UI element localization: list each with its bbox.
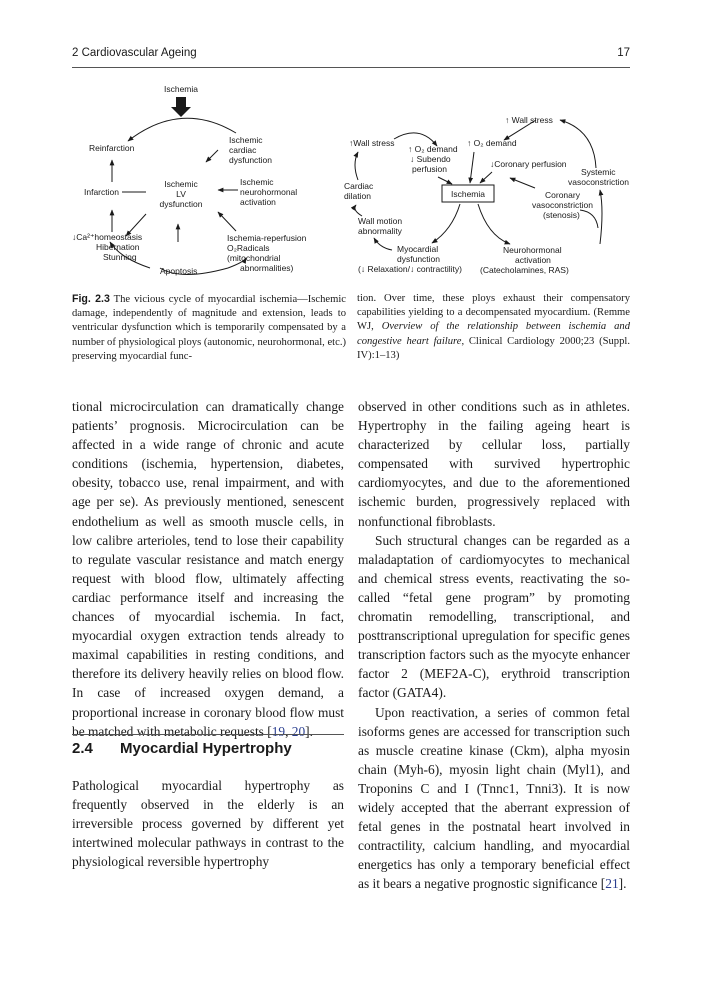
arrow-reperf-to-lv (218, 212, 236, 231)
left-column-lower (72, 776, 344, 871)
left-paragraph-1 (72, 397, 344, 741)
label-neurohormonal-2: activation (515, 255, 551, 265)
label-wall-motion-1: Wall motion (358, 216, 403, 226)
section-number: 2.4 (72, 740, 93, 757)
label-ischemia: Ischemia (163, 84, 199, 94)
label-coronary-vaso-2: vasoconstriction (532, 200, 593, 210)
running-header-section: 2 Cardiovascular Ageing (72, 47, 197, 59)
citation-separator: , (285, 723, 292, 739)
figure-label: Fig. 2.3 (72, 293, 110, 305)
label-neurohormonal-3: (Catecholamines, RAS) (480, 265, 569, 275)
label-reinfarction: Reinfarction (89, 143, 135, 153)
label-myocardial-1: Myocardial (397, 244, 439, 254)
label-hibernation: Hibernation (96, 242, 140, 252)
label-reperf-2: O₂Radicals (227, 243, 270, 253)
figure-2-3 (0, 0, 701, 290)
figure-caption-right (357, 292, 630, 363)
arrow-coronary-perf-to-ischemia (480, 172, 492, 183)
arrow-vaso-to-perfusion (510, 178, 535, 188)
page-number: 17 (617, 47, 630, 59)
label-infarction: Infarction (84, 187, 119, 197)
caption-text-right-1: tion. Over time, these ploys exhaust their compensatory capabilities yielding to a decompensated myocardium. (Remme WJ, (357, 293, 630, 333)
caption-reference-title: Overview of the relationship between ischemia and congestive heart failure (357, 321, 630, 347)
label-reperf-4: abnormalities) (240, 263, 294, 273)
arrow-dilation-to-wallstress (355, 152, 358, 180)
label-ischemic-lv-3: dysfunction (159, 199, 203, 209)
label-ischemic-lv-1: Ischemic (164, 179, 198, 189)
label-neurohormonal-1: Neurohormonal (503, 245, 562, 255)
left-paragraph-2: Pathological myocardial hypertrophy as frequently observed in the elderly is an irreversible process governed by different yet intertwined molecular pathways in contrast to the physiological reversible hypertrophy (72, 778, 344, 870)
label-wall-motion-2: abnormality (358, 226, 402, 236)
right-paragraph-3-end: ]. (618, 876, 627, 892)
label-ischemic-lv-2: LV (176, 189, 186, 199)
label-cardiac-dilation-1: Cardiac (344, 181, 374, 191)
label-wall-stress-top: ↑ Wall stress (505, 115, 553, 125)
label-coronary-vaso-3: (stenosis) (543, 210, 580, 220)
label-reperf-1: Ischemia-reperfusion (227, 233, 307, 243)
arrow-ischemia-to-neuro (478, 204, 510, 244)
label-systemic-1: Systemic (581, 167, 616, 177)
label-wall-stress-left: ↑Wall stress (349, 138, 395, 148)
label-neuro-1: Ischemic (240, 177, 274, 187)
label-cardiac-dys-1: Ischemic (229, 135, 263, 145)
label-systemic-2: vasoconstriction (568, 177, 629, 187)
label-neuro-3: activation (240, 197, 276, 207)
label-ischemia-box: Ischemia (450, 189, 486, 199)
caption-text-left: The vicious cycle of myocardial ischemia—Ischemic damage, independently of magnitude and extension, leads to ventricular dysfunction which is temporarily compensated by a number of physiological ploys (autonomic, neurohormonal, etc.) preserving myocardial func- (72, 294, 346, 362)
label-coronary-vaso-1: Coronary (545, 190, 580, 200)
label-neuro-2: neurohormonal (240, 187, 298, 197)
label-cardiac-dys-2: cardiac (229, 145, 257, 155)
left-column-upper (72, 397, 344, 741)
label-subendo-1: ↓ Subendo (410, 154, 451, 164)
section-heading (72, 740, 344, 757)
arrow-cardiac-to-lv (206, 150, 218, 162)
citation-21[interactable]: 21 (605, 876, 619, 892)
section-title: Myocardial Hypertrophy (120, 740, 292, 757)
right-paragraph-2: Such structural changes can be regarded as a maladaptation of cardiomyocytes to mechanical and chemical stress events, reactivating the so-called “fetal gene program” by promoting chromatin remodelling, transcriptional, and posttranscriptional upregulation for specific genes transcription factors such as the myocyte enhancer factor 2 (MEF2A-C), erythroid transcription factor (GATA4). (358, 532, 630, 701)
arrow-subendo-to-ischemia (438, 177, 452, 184)
cycle-arc-top (128, 118, 236, 141)
right-paragraph-3-text: Upon reactivation, a series of common fetal isoforms genes are accessed for transcription such as muscle creatine kinase (Ckm), alpha myosin chain (Myh-6), myosin light chain (Myl1), and Troponins C and I (Tnnc1, Tnni3). It is now widely accepted that the aberrant expression of fetal genes in the postnatal heart involved in contractility, calcium handling, and myocardial energetics has only a temporary beneficial effect as it bears a negative prognostic significance [ (358, 704, 630, 892)
label-subendo-2: perfusion (412, 164, 447, 174)
left-paragraph-1-text: tional microcirculation can dramatically change patients’ prognosis. Microcirculation can be affected in a wide range of chronic and acute conditions (ischemia, hypertension, diabetes, obesity, tobacco use, renal impairment, and with age per se). As previously mentioned, senescent endothelium as well as smooth muscle cells, in low calibre arterioles, tend to lose their capability to regulate vascular resistance and match energy request with blood flow, ultimately affecting cardiac performance itself and increasing the chances of myocardial ischemia. In fact, myocardial oxygen extraction tends already to maximal capabilities in resting conditions, and therefore its delivery heavily relies on blood flow. In case of increased oxygen demand, a proportional increase in coronary blood flow must be matched with metabolic requests [ (72, 399, 344, 739)
arrow-wallmotion-to-dilation (355, 205, 362, 216)
ischemia-failure-diagram (344, 115, 629, 275)
label-myocardial-3: (↓ Relaxation/↓ contractility) (358, 264, 462, 274)
vicious-cycle-diagram (72, 84, 307, 276)
left-paragraph-1-end: ]. (305, 723, 313, 739)
label-cardiac-dys-3: dysfunction (229, 155, 272, 165)
arrow-ischemia-to-myocardial (432, 204, 460, 243)
label-o2-demand-a: ↑ O₂ demand (408, 144, 458, 154)
label-o2-demand-b: ↑ O₂ demand (467, 138, 517, 148)
arrow-neuro-to-systemic (600, 190, 602, 244)
citation-20[interactable]: 20 (291, 723, 306, 739)
label-stunning: Stunning (103, 252, 137, 262)
label-ca-homeostasis: ↓Ca²⁺homeostasis (72, 232, 143, 242)
section-rule (72, 734, 344, 735)
figure-caption-left (72, 292, 346, 364)
right-paragraph-3 (358, 703, 630, 894)
arrow-o2-demand-to-ischemia (470, 152, 474, 183)
label-coronary-perfusion: ↓Coronary perfusion (490, 159, 567, 169)
label-myocardial-2: dysfunction (397, 254, 440, 264)
label-reperf-3: (mitochondrial (227, 253, 281, 263)
ischemia-down-arrow (171, 97, 191, 117)
label-apoptosis: Apoptosis (160, 266, 198, 276)
arrow-systemic-to-vaso (580, 210, 598, 228)
caption-text-right-2: , Clinical Cardiology 2000;23 (Suppl. IV):1–13) (357, 335, 630, 361)
citation-19[interactable]: 19 (271, 723, 286, 739)
arrow-myocardial-to-wallmotion (374, 238, 392, 250)
right-column (358, 397, 630, 893)
label-cardiac-dilation-2: dilation (344, 191, 371, 201)
right-paragraph-1: observed in other conditions such as in athletes. Hypertrophy in the failing ageing heart is characterized by cellular loss, partially compensated with survived hypertrophic cardiomyocytes, and due to the aforementioned ischemic burden, progressively replaced with nonfunctional fibroblasts. (358, 399, 630, 529)
